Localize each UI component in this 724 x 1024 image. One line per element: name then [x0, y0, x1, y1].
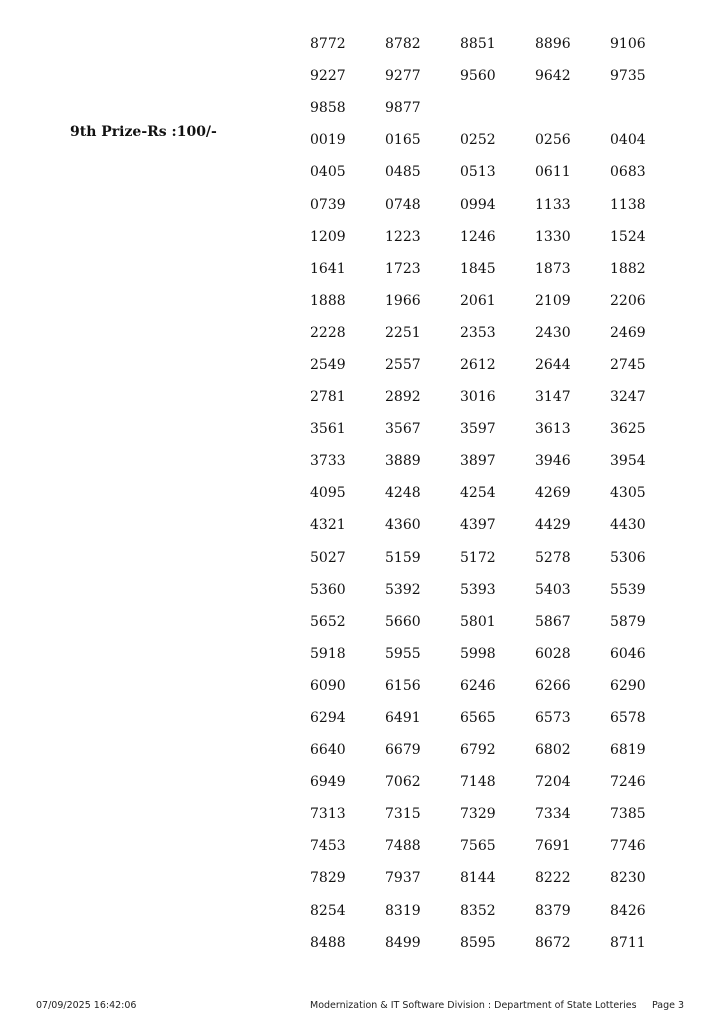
ticket-number: 8488 — [310, 934, 346, 951]
ticket-number: 1138 — [610, 196, 646, 213]
prize-9-row — [310, 156, 685, 188]
ticket-number: 9227 — [310, 68, 346, 85]
ticket-number: 4321 — [310, 517, 346, 534]
ticket-number: 6565 — [460, 710, 496, 727]
ticket-number: 7315 — [385, 806, 421, 823]
prize-9-row — [310, 317, 685, 349]
ticket-number: 4254 — [460, 485, 496, 502]
ticket-number: 6156 — [385, 677, 421, 694]
ticket-number: 5539 — [610, 581, 646, 598]
ticket-number: 7204 — [535, 774, 571, 791]
prize-9-row — [310, 477, 685, 509]
ticket-number: 9277 — [385, 68, 421, 85]
ticket-number: 6046 — [610, 645, 646, 662]
ticket-number: 2644 — [535, 356, 571, 373]
previous-prize-row — [310, 28, 685, 60]
ticket-number: 0404 — [610, 132, 646, 149]
ticket-number: 5027 — [310, 549, 346, 566]
ticket-number: 3613 — [535, 421, 571, 438]
ticket-number: 0994 — [460, 196, 496, 213]
ticket-number: 5918 — [310, 645, 346, 662]
ticket-number: 6802 — [535, 742, 571, 759]
ticket-number: 7565 — [460, 838, 496, 855]
ticket-number: 7313 — [310, 806, 346, 823]
footer-timestamp: 07/09/2025 16:42:06 — [36, 1000, 137, 1011]
ticket-number: 8772 — [310, 36, 346, 53]
prize-9-row — [310, 862, 685, 894]
ticket-number: 5879 — [610, 613, 646, 630]
ticket-number: 4095 — [310, 485, 346, 502]
ticket-number: 4305 — [610, 485, 646, 502]
previous-prize-row — [310, 92, 685, 124]
ticket-number: 2430 — [535, 324, 571, 341]
footer-division: Modernization & IT Software Division : Department of State Lotteries — [310, 1000, 637, 1011]
ticket-number: 8851 — [460, 36, 496, 53]
ticket-number: 8352 — [460, 902, 496, 919]
ticket-number: 5172 — [460, 549, 496, 566]
ticket-number: 5801 — [460, 613, 496, 630]
ticket-number: 1209 — [310, 228, 346, 245]
prize-9-row — [310, 895, 685, 927]
prize-9-row — [310, 285, 685, 317]
ticket-number: 9642 — [535, 68, 571, 85]
ticket-number: 1524 — [610, 228, 646, 245]
ticket-number: 0256 — [535, 132, 571, 149]
ticket-number: 2549 — [310, 356, 346, 373]
ticket-number: 6640 — [310, 742, 346, 759]
ticket-number: 2353 — [460, 324, 496, 341]
ticket-number: 6578 — [610, 710, 646, 727]
ticket-number: 2557 — [385, 356, 421, 373]
numbers-grid — [310, 28, 685, 959]
ticket-number: 5652 — [310, 613, 346, 630]
ticket-number: 8896 — [535, 36, 571, 53]
ticket-number: 7488 — [385, 838, 421, 855]
prize-9-row — [310, 798, 685, 830]
ticket-number: 7746 — [610, 838, 646, 855]
ticket-number: 6792 — [460, 742, 496, 759]
ticket-number: 6290 — [610, 677, 646, 694]
ticket-number: 8426 — [610, 902, 646, 919]
ticket-number: 7246 — [610, 774, 646, 791]
ticket-number: 7334 — [535, 806, 571, 823]
prize-9-row — [310, 221, 685, 253]
ticket-number: 6819 — [610, 742, 646, 759]
ticket-number: 4429 — [535, 517, 571, 534]
ticket-number: 1845 — [460, 260, 496, 277]
ticket-number: 8230 — [610, 870, 646, 887]
prize-9-row — [310, 927, 685, 959]
ticket-number: 1966 — [385, 292, 421, 309]
ticket-number: 0485 — [385, 164, 421, 181]
ticket-number: 7062 — [385, 774, 421, 791]
ticket-number: 3597 — [460, 421, 496, 438]
ticket-number: 3147 — [535, 389, 571, 406]
ticket-number: 7329 — [460, 806, 496, 823]
ticket-number: 1133 — [535, 196, 571, 213]
ticket-number: 1888 — [310, 292, 346, 309]
prize-9-row — [310, 670, 685, 702]
ticket-number: 6491 — [385, 710, 421, 727]
ticket-number: 9735 — [610, 68, 646, 85]
ticket-number: 1641 — [310, 260, 346, 277]
ticket-number: 5159 — [385, 549, 421, 566]
footer-page-number: Page 3 — [652, 1000, 685, 1011]
ticket-number: 2109 — [535, 292, 571, 309]
ticket-number: 8595 — [460, 934, 496, 951]
prize-9-row — [310, 574, 685, 606]
ticket-number: 5393 — [460, 581, 496, 598]
ticket-number: 1882 — [610, 260, 646, 277]
ticket-number: 8672 — [535, 934, 571, 951]
ticket-number: 9106 — [610, 36, 646, 53]
prize-9-row — [310, 509, 685, 541]
ticket-number: 0405 — [310, 164, 346, 181]
prize-9-row — [310, 830, 685, 862]
ticket-number: 3946 — [535, 453, 571, 470]
ticket-number: 5998 — [460, 645, 496, 662]
ticket-number: 2781 — [310, 389, 346, 406]
ticket-number: 8222 — [535, 870, 571, 887]
ticket-number: 2612 — [460, 356, 496, 373]
ticket-number: 9877 — [385, 100, 421, 117]
prize-9-row — [310, 381, 685, 413]
ticket-number: 6090 — [310, 677, 346, 694]
ticket-number: 3733 — [310, 453, 346, 470]
ticket-number: 5867 — [535, 613, 571, 630]
ticket-number: 0611 — [535, 164, 571, 181]
ticket-number: 2061 — [460, 292, 496, 309]
prize-9-row — [310, 606, 685, 638]
ticket-number: 0683 — [610, 164, 646, 181]
ticket-number: 8711 — [610, 934, 646, 951]
ticket-number: 6246 — [460, 677, 496, 694]
ticket-number: 3889 — [385, 453, 421, 470]
previous-prize-row — [310, 60, 685, 92]
ticket-number: 7937 — [385, 870, 421, 887]
ticket-number: 5278 — [535, 549, 571, 566]
ticket-number: 1246 — [460, 228, 496, 245]
ticket-number: 5360 — [310, 581, 346, 598]
ticket-number: 6266 — [535, 677, 571, 694]
ticket-number: 6573 — [535, 710, 571, 727]
ticket-number: 4430 — [610, 517, 646, 534]
ticket-number: 0513 — [460, 164, 496, 181]
prize-9-row — [310, 638, 685, 670]
prize-9-row — [310, 188, 685, 220]
ticket-number: 8319 — [385, 902, 421, 919]
ticket-number: 7385 — [610, 806, 646, 823]
ticket-number: 2469 — [610, 324, 646, 341]
ticket-number: 3625 — [610, 421, 646, 438]
ticket-number: 4360 — [385, 517, 421, 534]
ticket-number: 9858 — [310, 100, 346, 117]
ticket-number: 0165 — [385, 132, 421, 149]
ticket-number: 0252 — [460, 132, 496, 149]
ticket-number: 5955 — [385, 645, 421, 662]
prize-9-row — [310, 542, 685, 574]
ticket-number: 7148 — [460, 774, 496, 791]
ticket-number: 2892 — [385, 389, 421, 406]
ticket-number: 0739 — [310, 196, 346, 213]
prize-9-row — [310, 702, 685, 734]
ticket-number: 8782 — [385, 36, 421, 53]
ticket-number: 2251 — [385, 324, 421, 341]
ticket-number: 6949 — [310, 774, 346, 791]
ticket-number: 4269 — [535, 485, 571, 502]
ticket-number: 8144 — [460, 870, 496, 887]
ticket-number: 1223 — [385, 228, 421, 245]
ticket-number: 3561 — [310, 421, 346, 438]
ticket-number: 4248 — [385, 485, 421, 502]
ticket-number: 3954 — [610, 453, 646, 470]
ticket-number: 7829 — [310, 870, 346, 887]
prize-9-row — [310, 253, 685, 285]
prize-9-row — [310, 734, 685, 766]
ticket-number: 5660 — [385, 613, 421, 630]
ticket-number: 3016 — [460, 389, 496, 406]
prize-9-row — [310, 124, 685, 156]
prize-9-row — [310, 766, 685, 798]
ticket-number: 3897 — [460, 453, 496, 470]
ticket-number: 3247 — [610, 389, 646, 406]
ticket-number: 5392 — [385, 581, 421, 598]
prize-9-row — [310, 349, 685, 381]
prize-9-row — [310, 445, 685, 477]
ticket-number: 7453 — [310, 838, 346, 855]
prize-9-label: 9th Prize-Rs :100/- — [70, 124, 217, 140]
ticket-number: 7691 — [535, 838, 571, 855]
ticket-number: 6679 — [385, 742, 421, 759]
ticket-number: 2228 — [310, 324, 346, 341]
ticket-number: 0748 — [385, 196, 421, 213]
prize-9-row — [310, 413, 685, 445]
ticket-number: 8379 — [535, 902, 571, 919]
ticket-number: 1723 — [385, 260, 421, 277]
ticket-number: 4397 — [460, 517, 496, 534]
ticket-number: 6294 — [310, 710, 346, 727]
ticket-number: 8499 — [385, 934, 421, 951]
ticket-number: 8254 — [310, 902, 346, 919]
ticket-number: 6028 — [535, 645, 571, 662]
ticket-number: 0019 — [310, 132, 346, 149]
ticket-number: 1873 — [535, 260, 571, 277]
ticket-number: 5403 — [535, 581, 571, 598]
ticket-number: 5306 — [610, 549, 646, 566]
ticket-number: 2206 — [610, 292, 646, 309]
ticket-number: 1330 — [535, 228, 571, 245]
ticket-number: 3567 — [385, 421, 421, 438]
ticket-number: 9560 — [460, 68, 496, 85]
ticket-number: 2745 — [610, 356, 646, 373]
